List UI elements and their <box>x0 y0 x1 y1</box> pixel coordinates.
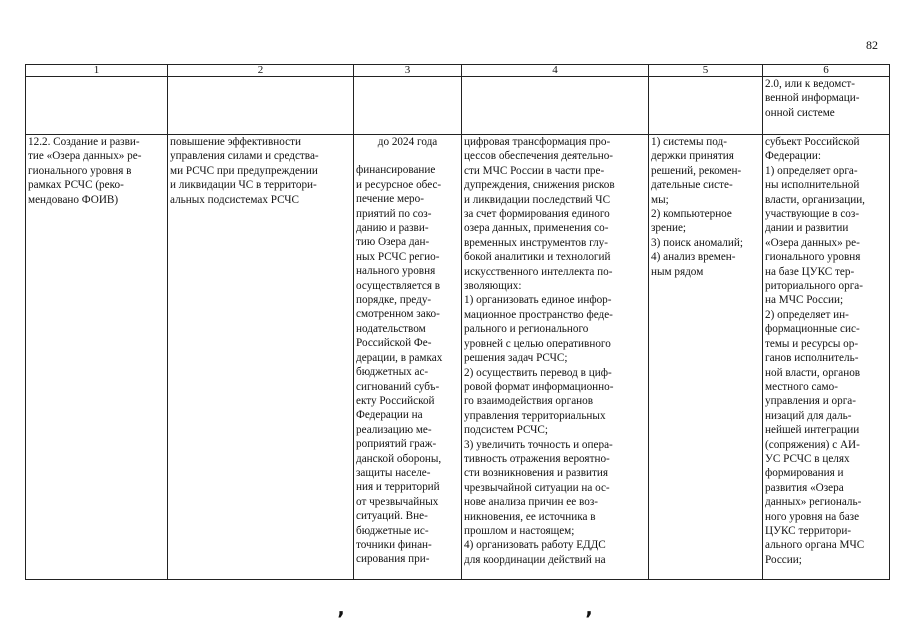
text-line: прошлом и настоящем; <box>464 524 575 537</box>
document-table <box>25 64 890 580</box>
text-line: бокой аналитики и технологий <box>464 251 611 264</box>
text-line: зволяющих: <box>464 280 522 293</box>
text-line: ной власти, органов <box>765 366 861 379</box>
header-cell-5: 5 <box>649 65 763 77</box>
text-line: бюджетные ис- <box>356 524 429 537</box>
text-line: дании и развитии <box>765 222 849 235</box>
text-line: чрезвычайной ситуации на ос- <box>464 481 610 494</box>
text-line: сирования при- <box>356 553 430 566</box>
continuation-cell-2 <box>168 77 354 135</box>
text-line: держки принятия <box>651 150 734 163</box>
text-line: на МЧС России; <box>765 294 844 307</box>
text-line: уровней с целью оперативного <box>464 337 611 350</box>
text-line: 2) осуществить перевод в циф- <box>464 366 612 379</box>
text-line: формационные сис- <box>765 323 860 336</box>
text-line: подсистем РСЧС; <box>464 424 548 437</box>
text-line: и ликвидации ЧС в территори- <box>170 179 317 192</box>
text-line: гионального уровня <box>765 251 861 264</box>
text-line: цессов обеспечения деятельно- <box>464 150 614 163</box>
text-line: данных» региональ- <box>765 496 862 509</box>
text-line: рального и регионального <box>464 323 589 336</box>
header-cell-1: 1 <box>26 65 168 77</box>
text-line: УС РСЧС в целях <box>765 452 850 465</box>
scan-mark-left: ‚ <box>337 596 345 620</box>
text-line: управления и орга- <box>765 395 856 408</box>
text-line: России; <box>765 553 802 566</box>
text-line: управления территориальных <box>464 409 606 422</box>
funding-text <box>356 163 459 566</box>
text-line: нове анализа причин ее воз- <box>464 496 598 509</box>
text-line: онной системе <box>765 106 835 119</box>
header-cell-6: 6 <box>763 65 890 77</box>
text-line: тие «Озера данных» ре- <box>28 150 142 163</box>
text-line: сти МЧС России в части пре- <box>464 164 605 177</box>
text-line: 3) увеличить точность и опера- <box>464 438 613 451</box>
page-number: 82 <box>866 38 878 52</box>
text-line: 3) поиск аномалий; <box>651 236 743 249</box>
scan-mark-right: ‚ <box>585 596 593 620</box>
text-line: решений, рекомен- <box>651 164 742 177</box>
text-line: низаций для даль- <box>765 409 852 422</box>
text-line: дупреждения, снижения рисков <box>464 179 615 192</box>
text-line: 4) анализ времен- <box>651 251 736 264</box>
text-line: ния и территорий <box>356 481 440 494</box>
text-line: 1) системы под- <box>651 136 727 148</box>
text-line: Федерации на <box>356 409 423 422</box>
header-cell-4: 4 <box>462 65 649 77</box>
text-line: «Озера данных» ре- <box>765 236 860 249</box>
text-line: власти, организации, <box>765 193 865 206</box>
continuation-cell-3 <box>354 77 462 135</box>
text-line: управления силами и средства- <box>170 150 319 163</box>
text-line: на базе ЦУКС тер- <box>765 265 855 278</box>
text-line: мы; <box>651 193 669 206</box>
continuation-cell-1 <box>26 77 168 135</box>
text-line: повышение эффективности <box>170 136 301 148</box>
continuation-cell-4 <box>462 77 649 135</box>
text-line: 2) компьютерное <box>651 208 732 221</box>
text-line: искусственного интеллекта по- <box>464 265 613 278</box>
text-line: тивность отражения вероятно- <box>464 452 610 465</box>
deadline-funding-cell <box>354 135 462 580</box>
text-line: екту Российской <box>356 394 435 407</box>
text-line: мендовано ФОИВ) <box>28 193 119 206</box>
measure-name-cell <box>26 135 168 580</box>
text-line: и ликвидации последствий ЧС <box>464 193 611 206</box>
text-line: альных подсистемах РСЧС <box>170 193 299 206</box>
text-line: печение меро- <box>356 193 424 206</box>
text-line: данской обороны, <box>356 452 442 465</box>
text-line: Российской Фе- <box>356 337 432 350</box>
header-cell-3: 3 <box>354 65 462 77</box>
text-line: дерации, в рамках <box>356 351 443 364</box>
text-line: временных инструментов глу- <box>464 236 608 249</box>
text-line: цифровая трансформация про- <box>464 136 611 148</box>
text-line: нейшей интеграции <box>765 424 860 437</box>
text-line: 4) организовать работу ЕДДС <box>464 539 606 552</box>
text-line: ального органа МЧС <box>765 539 865 552</box>
text-line: 1) организовать единое инфор- <box>464 294 612 307</box>
text-line: ным рядом <box>651 265 704 278</box>
text-line: точники финан- <box>356 538 432 551</box>
text-line: сигнований субъ- <box>356 380 440 393</box>
text-line: венной информаци- <box>765 92 860 105</box>
table-row <box>26 135 890 580</box>
text-line: 2.0, или к ведомст- <box>765 78 855 90</box>
text-line: защиты населе- <box>356 466 431 479</box>
text-line: осуществляется в <box>356 279 441 292</box>
text-line: решения задач РСЧС; <box>464 352 568 365</box>
text-line: реализацию ме- <box>356 423 432 436</box>
text-line: нодательством <box>356 322 426 335</box>
text-line: 2) определяет ин- <box>765 308 849 321</box>
text-line: дательные систе- <box>651 179 733 192</box>
text-line: рамках РСЧС (реко- <box>28 179 124 192</box>
text-line: участвующие в соз- <box>765 208 860 221</box>
text-line: зрение; <box>651 222 687 235</box>
goal-cell <box>168 135 354 580</box>
text-line: местного само- <box>765 380 838 393</box>
text-line: сти возникновения и развития <box>464 467 609 480</box>
text-line: никновения, ее источника в <box>464 510 596 523</box>
continuation-row <box>26 77 890 135</box>
text-line: роприятий граж- <box>356 438 437 451</box>
text-line: 12.2. Создание и разви- <box>28 136 140 148</box>
text-line: ситуаций. Вне- <box>356 510 428 523</box>
text-line: субъект Российской <box>765 136 860 148</box>
text-line: за счет формирования единого <box>464 208 610 221</box>
text-line: (сопряжения) с АИ- <box>765 438 860 451</box>
header-cell-2: 2 <box>168 65 354 77</box>
text-line: финансирование <box>356 164 436 177</box>
text-line: и ресурсное обес- <box>356 178 442 191</box>
text-line: порядке, преду- <box>356 294 432 307</box>
text-line: от чрезвычайных <box>356 495 439 508</box>
continuation-cell-6 <box>763 77 890 135</box>
responsible-cell <box>763 135 890 580</box>
text-line: го взаимодействия органов <box>464 395 594 408</box>
text-line: гионального уровня в <box>28 164 132 177</box>
text-line: ЦУКС территори- <box>765 524 852 537</box>
text-line: ны исполнительной <box>765 179 860 192</box>
text-line: для координации действий на <box>464 553 606 566</box>
text-line: приятий по соз- <box>356 207 432 220</box>
description-cell <box>462 135 649 580</box>
text-line: Федерации: <box>765 150 821 163</box>
text-line: смотренном зако- <box>356 308 440 321</box>
text-line: темы и ресурсы ор- <box>765 337 859 350</box>
text-line: развития «Озера <box>765 481 844 494</box>
text-line: нального уровня <box>356 265 436 278</box>
technologies-cell <box>649 135 763 580</box>
continuation-cell-5 <box>649 77 763 135</box>
text-line: тию Озера дан- <box>356 236 430 249</box>
text-line: риториального орга- <box>765 280 863 293</box>
text-line: озера данных, применения со- <box>464 222 609 235</box>
text-line: ми РСЧС при предупреждении <box>170 164 318 177</box>
deadline-text: до 2024 года <box>377 136 438 148</box>
text-line: ных РСЧС регио- <box>356 250 440 263</box>
text-line: данию и разви- <box>356 222 429 235</box>
text-line: ровой формат информационно- <box>464 380 614 393</box>
text-line: мационное пространство феде- <box>464 308 613 321</box>
text-line: формирования и <box>765 467 844 480</box>
text-line: бюджетных ас- <box>356 366 429 379</box>
table-header-row <box>26 65 890 77</box>
text-line: ганов исполнитель- <box>765 352 859 365</box>
text-line: ного уровня на базе <box>765 510 860 523</box>
text-line: 1) определяет орга- <box>765 164 858 177</box>
